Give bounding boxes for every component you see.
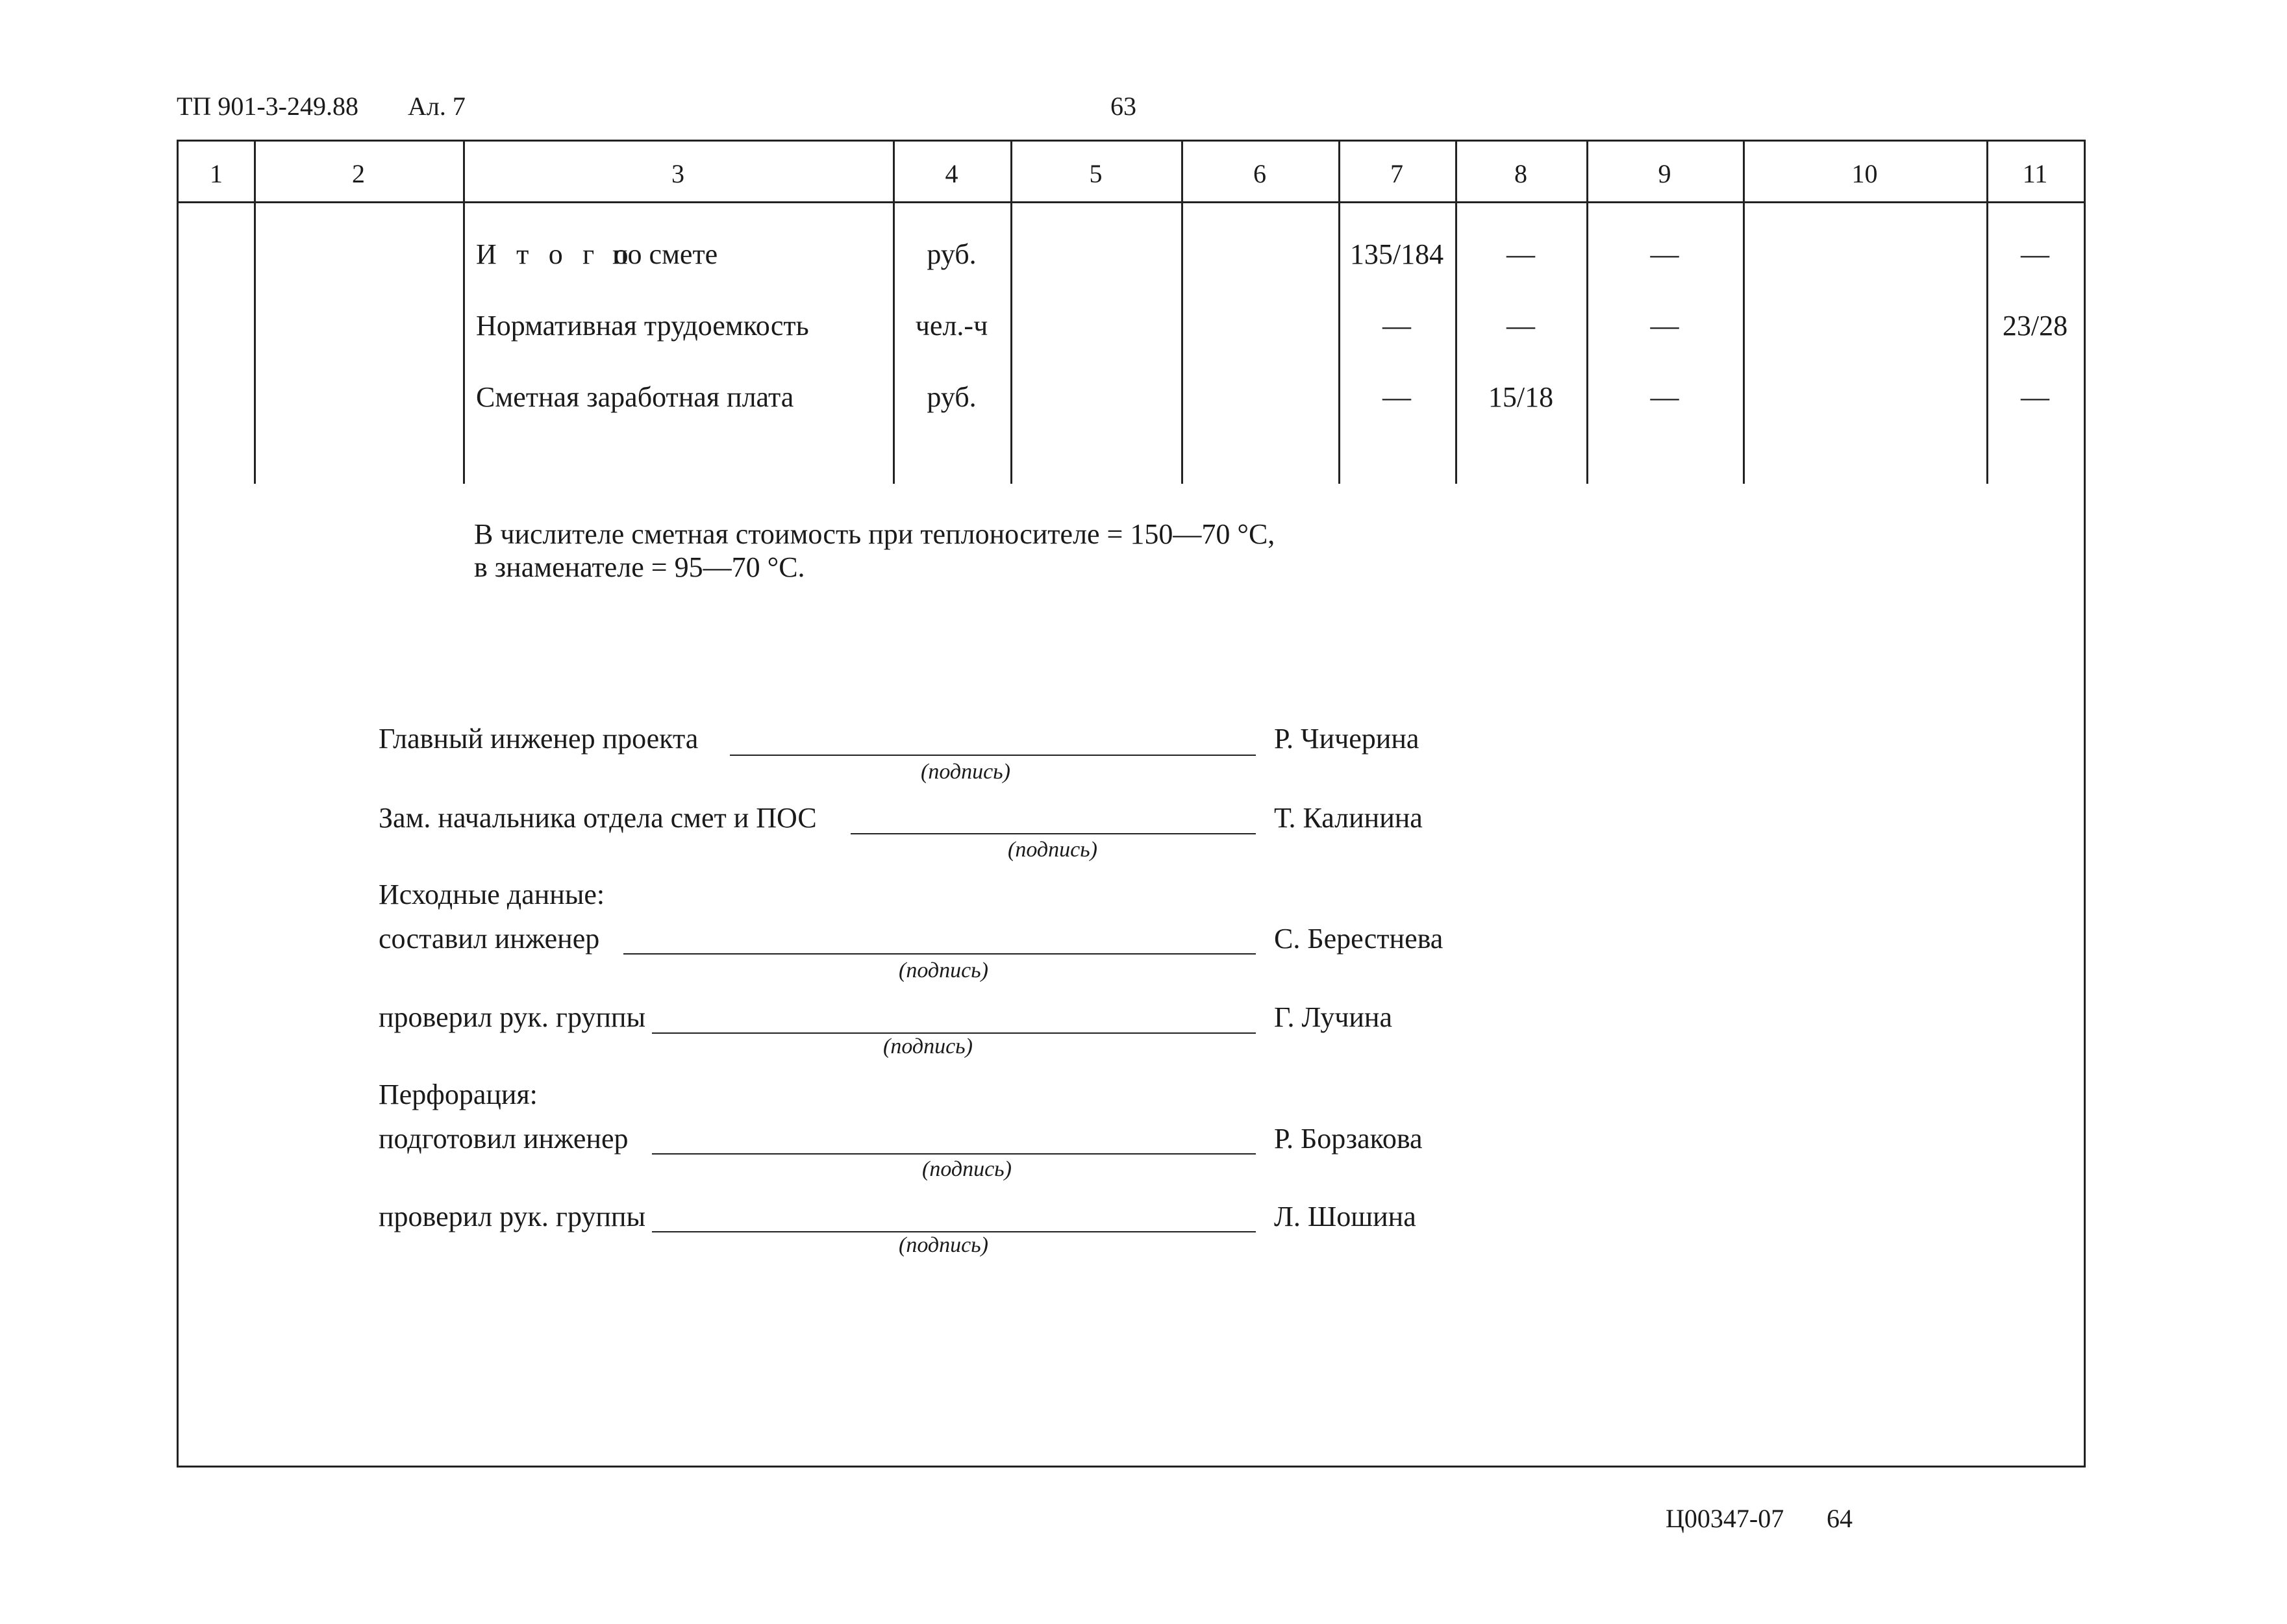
column-divider (1181, 142, 1183, 484)
cell-col9: — (1650, 310, 1679, 342)
signature-name: Р. Борзакова (1274, 1123, 1423, 1155)
cell-col8: 15/18 (1488, 381, 1554, 413)
column-number: 7 (1390, 159, 1403, 188)
row-name: Сметная заработная плата (476, 381, 794, 413)
signature-line (652, 1032, 1256, 1034)
column-number: 1 (210, 159, 223, 188)
row-unit: руб. (927, 238, 977, 270)
footer-code: Ц00347-07 (1666, 1504, 1784, 1533)
column-number: 2 (352, 159, 365, 188)
column-number: 5 (1089, 159, 1103, 188)
cell-col11: 23/28 (2002, 310, 2068, 342)
column-divider (463, 142, 465, 484)
row-name: И т о г о (476, 238, 635, 270)
signature-name: Р. Чичерина (1274, 723, 1419, 755)
cell-col9: — (1650, 381, 1679, 413)
footer-page-number: 64 (1827, 1504, 1853, 1533)
column-number: 10 (1851, 159, 1878, 188)
cell-col8: — (1506, 310, 1535, 342)
signature-caption: (подпись) (899, 958, 988, 982)
row-unit: руб. (927, 381, 977, 413)
column-number: 6 (1253, 159, 1266, 188)
row-name-suffix: по смете (612, 238, 718, 270)
column-number: 9 (1658, 159, 1671, 188)
column-divider (1743, 142, 1745, 484)
signature-line (652, 1231, 1256, 1232)
signature-caption: (подпись) (921, 760, 1010, 784)
column-number: 8 (1514, 159, 1527, 188)
signature-name: Л. Шошина (1274, 1201, 1416, 1232)
signature-line (652, 1153, 1256, 1155)
column-number: 3 (671, 159, 684, 188)
note-line: В числителе сметная стоимость при теплоносителе = 150—70 °С, (474, 518, 1275, 550)
signature-label: Зам. начальника отдела смет и ПОС (379, 802, 817, 834)
row-unit: чел.-ч (915, 310, 988, 342)
section-heading: Исходные данные: (379, 879, 605, 910)
cell-col7: — (1382, 310, 1411, 342)
signature-line (730, 755, 1256, 756)
column-divider (1010, 142, 1012, 484)
signature-caption: (подпись) (1008, 838, 1097, 862)
cell-col7: — (1382, 381, 1411, 413)
signature-label: составил инженер (379, 923, 600, 955)
cell-col11: — (2021, 381, 2049, 413)
cell-col7: 135/184 (1349, 238, 1444, 270)
signature-name: С. Берестнева (1274, 923, 1443, 955)
page-number: 63 (1110, 92, 1136, 121)
row-name: Нормативная трудоемкость (476, 310, 809, 342)
signature-label: проверил рук. группы (379, 1201, 646, 1232)
cell-col11: — (2021, 238, 2049, 270)
signature-caption: (подпись) (899, 1233, 988, 1257)
signature-line (851, 833, 1256, 834)
document-code: ТП 901-3-249.88 (177, 92, 358, 121)
note-line: в знаменателе = 95—70 °С. (474, 551, 805, 583)
column-divider (254, 142, 256, 484)
signature-line (623, 953, 1256, 955)
column-number: 11 (2022, 159, 2048, 188)
signature-name: Т. Калинина (1274, 802, 1423, 834)
cell-col8: — (1506, 238, 1535, 270)
column-number: 4 (945, 159, 958, 188)
signature-caption: (подпись) (883, 1034, 973, 1058)
cell-col9: — (1650, 238, 1679, 270)
signature-label: проверил рук. группы (379, 1001, 646, 1033)
signature-caption: (подпись) (922, 1157, 1012, 1181)
sheet-number: Ал. 7 (408, 92, 466, 121)
signature-name: Г. Лучина (1274, 1001, 1392, 1033)
signature-label: Главный инженер проекта (379, 723, 699, 755)
signature-label: подготовил инженер (379, 1123, 629, 1155)
section-heading: Перфорация: (379, 1079, 538, 1110)
